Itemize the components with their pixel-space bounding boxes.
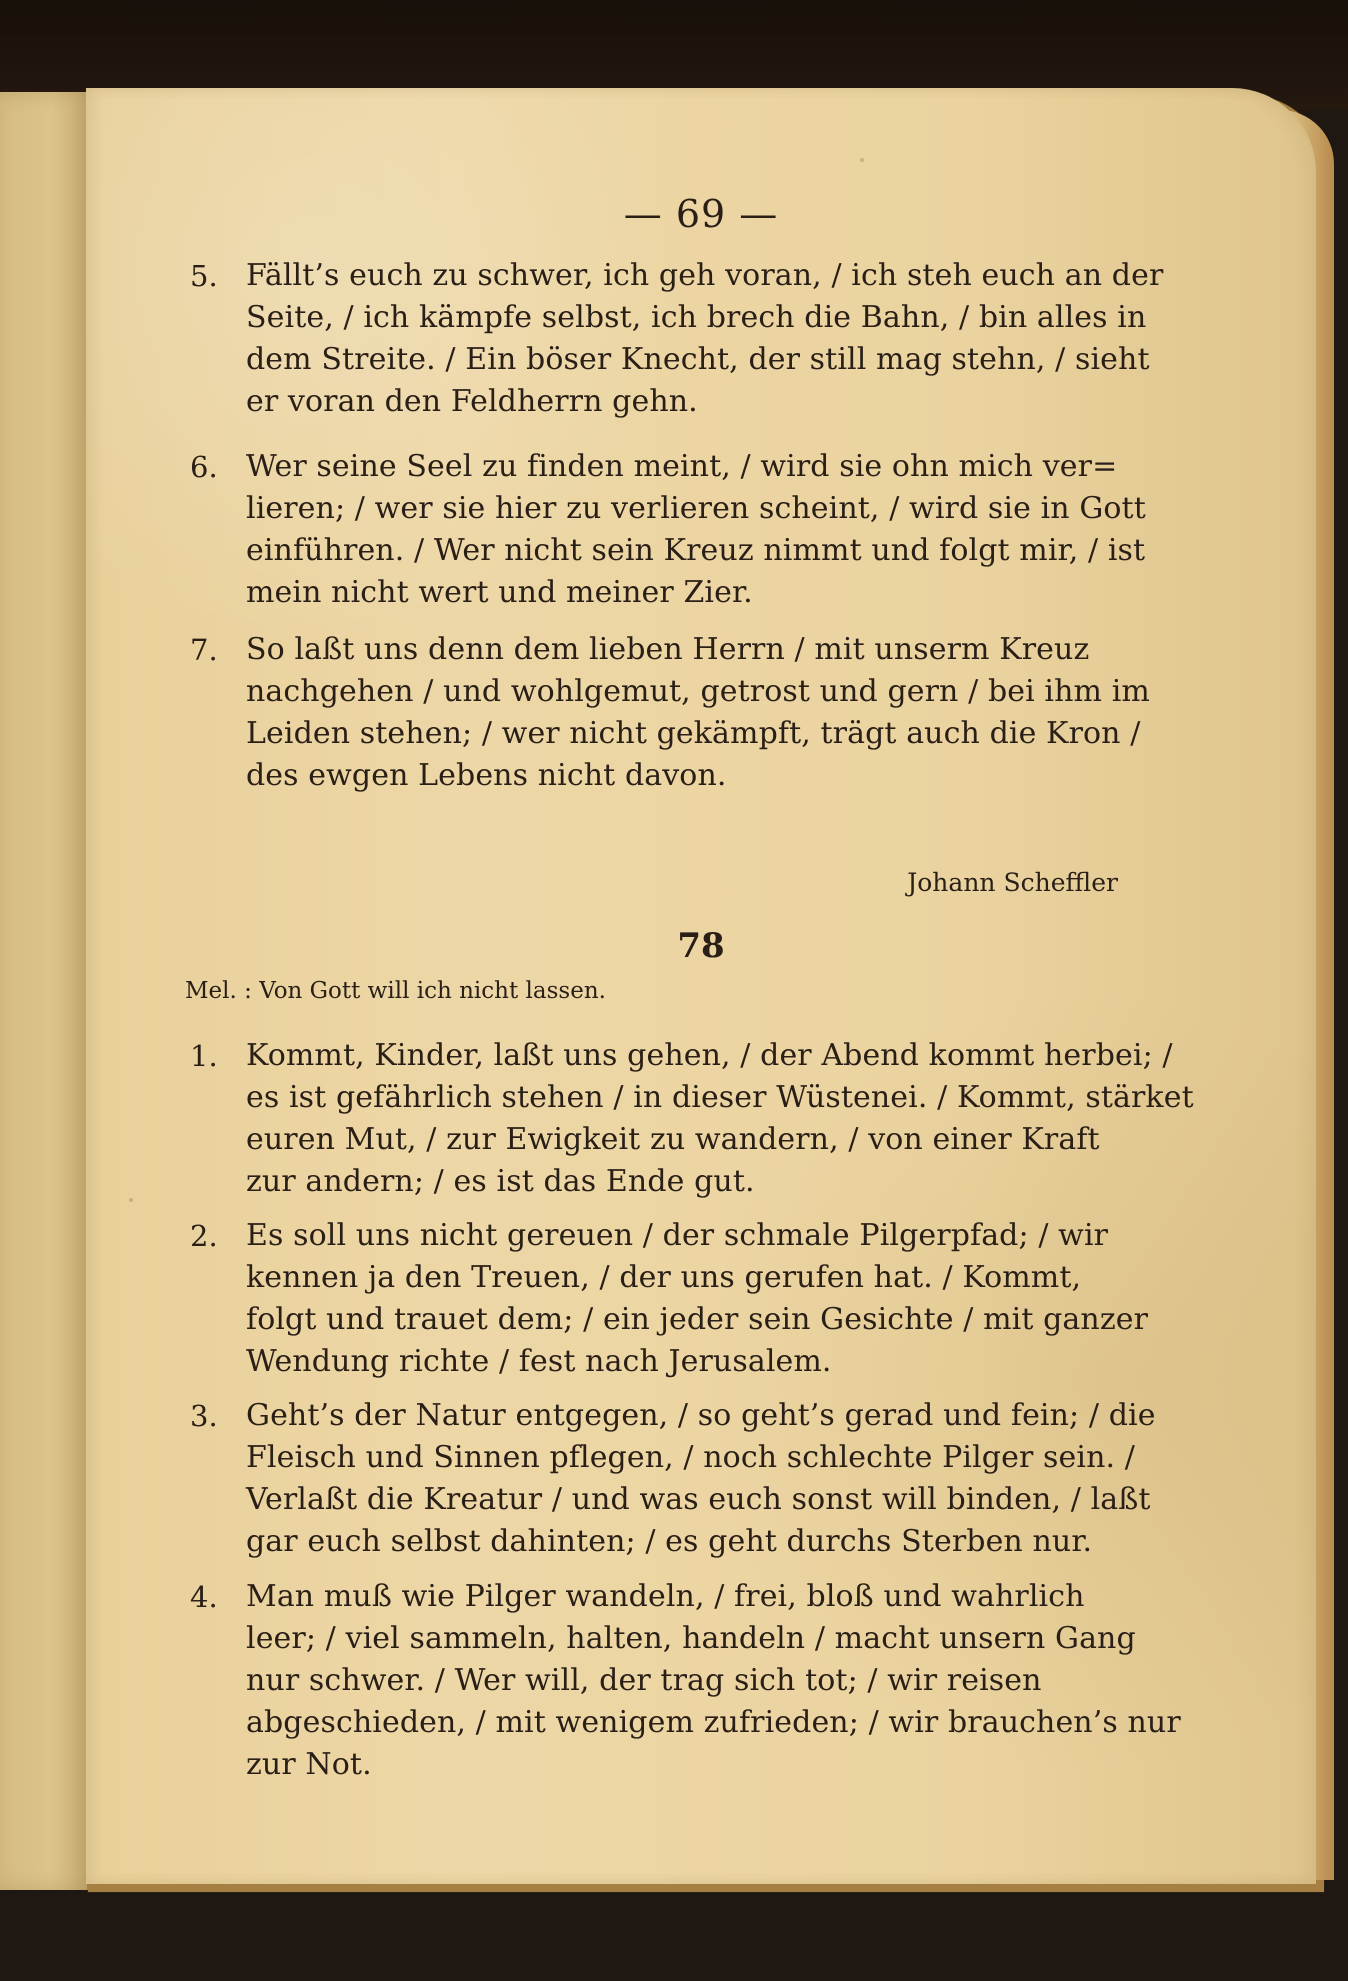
stanza-line: Es soll uns nicht gereuen / der schmale Pilgerpfad; / wir	[246, 1218, 1109, 1253]
stanza-line: folgt und trauet dem; / ein jeder sein Gesichte / mit ganzer	[246, 1302, 1149, 1337]
stanza-number: 2.	[190, 1219, 218, 1253]
hymn-78-stanza-1	[190, 1035, 1194, 1203]
stanza-line: einführen. / Wer nicht sein Kreuz nimmt und folgt mir, / ist	[246, 533, 1146, 568]
stanza-line: nur schwer. / Wer will, der trag sich tot; / wir reisen	[246, 1663, 1042, 1698]
stanza-number: 7.	[190, 633, 218, 667]
stanza-line: Seite, / ich kämpfe selbst, ich brech die Bahn, / bin alles in	[246, 300, 1147, 335]
left-page-edge	[0, 92, 94, 1890]
stanza-line: Man muß wie Pilger wandeln, / frei, bloß und wahrlich	[246, 1579, 1085, 1614]
stanza-line: nachgehen / und wohlgemut, getrost und gern / bei ihm im	[246, 674, 1150, 709]
hymn-78-stanza-3	[190, 1395, 1176, 1563]
stanza-line: kennen ja den Treuen, / der uns gerufen hat. / Kommt,	[246, 1260, 1082, 1295]
book-page	[86, 88, 1316, 1884]
hymn-78-stanza-4	[190, 1576, 1181, 1786]
stanza-line: er voran den Feldherrn gehn.	[246, 384, 698, 419]
stanza-line: es ist gefährlich stehen / in dieser Wüstenei. / Kommt, stärket	[246, 1080, 1194, 1115]
author-attribution: Johann Scheffler	[907, 868, 1118, 897]
stanza-number: 3.	[190, 1399, 218, 1433]
stanza-line: Kommt, Kinder, laßt uns gehen, / der Abend kommt herbei; /	[246, 1038, 1173, 1073]
stanza-line: gar euch selbst dahinten; / es geht durchs Sterben nur.	[246, 1524, 1093, 1559]
stanza-line: Fleisch und Sinnen pflegen, / noch schlechte Pilger sein. /	[246, 1440, 1135, 1475]
stanza-line: Leiden stehen; / wer nicht gekämpft, trägt auch die Kron /	[246, 716, 1141, 751]
stanza-line: Geht’s der Natur entgegen, / so geht’s gerad und fein; / die	[246, 1398, 1156, 1433]
stanza-line: zur Not.	[246, 1747, 372, 1782]
stanza-line: Wer seine Seel zu finden meint, / wird sie ohn mich ver=	[246, 449, 1118, 484]
stanza-line: Fällt’s euch zu schwer, ich geh voran, / ich steh euch an der	[246, 258, 1164, 293]
stanza-line: lieren; / wer sie hier zu verlieren scheint, / wird sie in Gott	[246, 491, 1146, 526]
stanza-number: 5.	[190, 259, 218, 293]
stanza-line: So laßt uns denn dem lieben Herrn / mit unserm Kreuz	[246, 632, 1090, 667]
stanza-line: euren Mut, / zur Ewigkeit zu wandern, / von einer Kraft	[246, 1122, 1100, 1157]
stanza-line: zur andern; / es ist das Ende gut.	[246, 1164, 755, 1199]
melody-line: Mel. : Von Gott will ich nicht lassen.	[185, 978, 606, 1004]
page-number: — 69 —	[623, 192, 779, 236]
hymn-77-stanza-5	[190, 255, 1176, 423]
stanza-number: 1.	[190, 1039, 218, 1073]
hymn-78-stanza-2	[190, 1215, 1176, 1383]
stanza-line: leer; / viel sammeln, halten, handeln / macht unsern Gang	[246, 1621, 1136, 1656]
hymn-77-stanza-7	[190, 629, 1176, 797]
hymn-number: 78	[677, 926, 725, 966]
hymn-77-stanza-6	[190, 446, 1176, 614]
stanza-line: Wendung richte / fest nach Jerusalem.	[246, 1344, 832, 1379]
stanza-number: 6.	[190, 450, 218, 484]
paper-speck	[860, 158, 864, 162]
stanza-line: dem Streite. / Ein böser Knecht, der still mag stehn, / sieht	[246, 342, 1150, 377]
paper-speck	[129, 1198, 133, 1202]
stanza-line: Verlaßt die Kreatur / und was euch sonst will binden, / laßt	[246, 1482, 1151, 1517]
stanza-line: des ewgen Lebens nicht davon.	[246, 758, 727, 793]
stanza-number: 4.	[190, 1580, 218, 1614]
stanza-line: mein nicht wert und meiner Zier.	[246, 575, 753, 610]
stanza-line: abgeschieden, / mit wenigem zufrieden; / wir brauchen’s nur	[246, 1705, 1181, 1740]
